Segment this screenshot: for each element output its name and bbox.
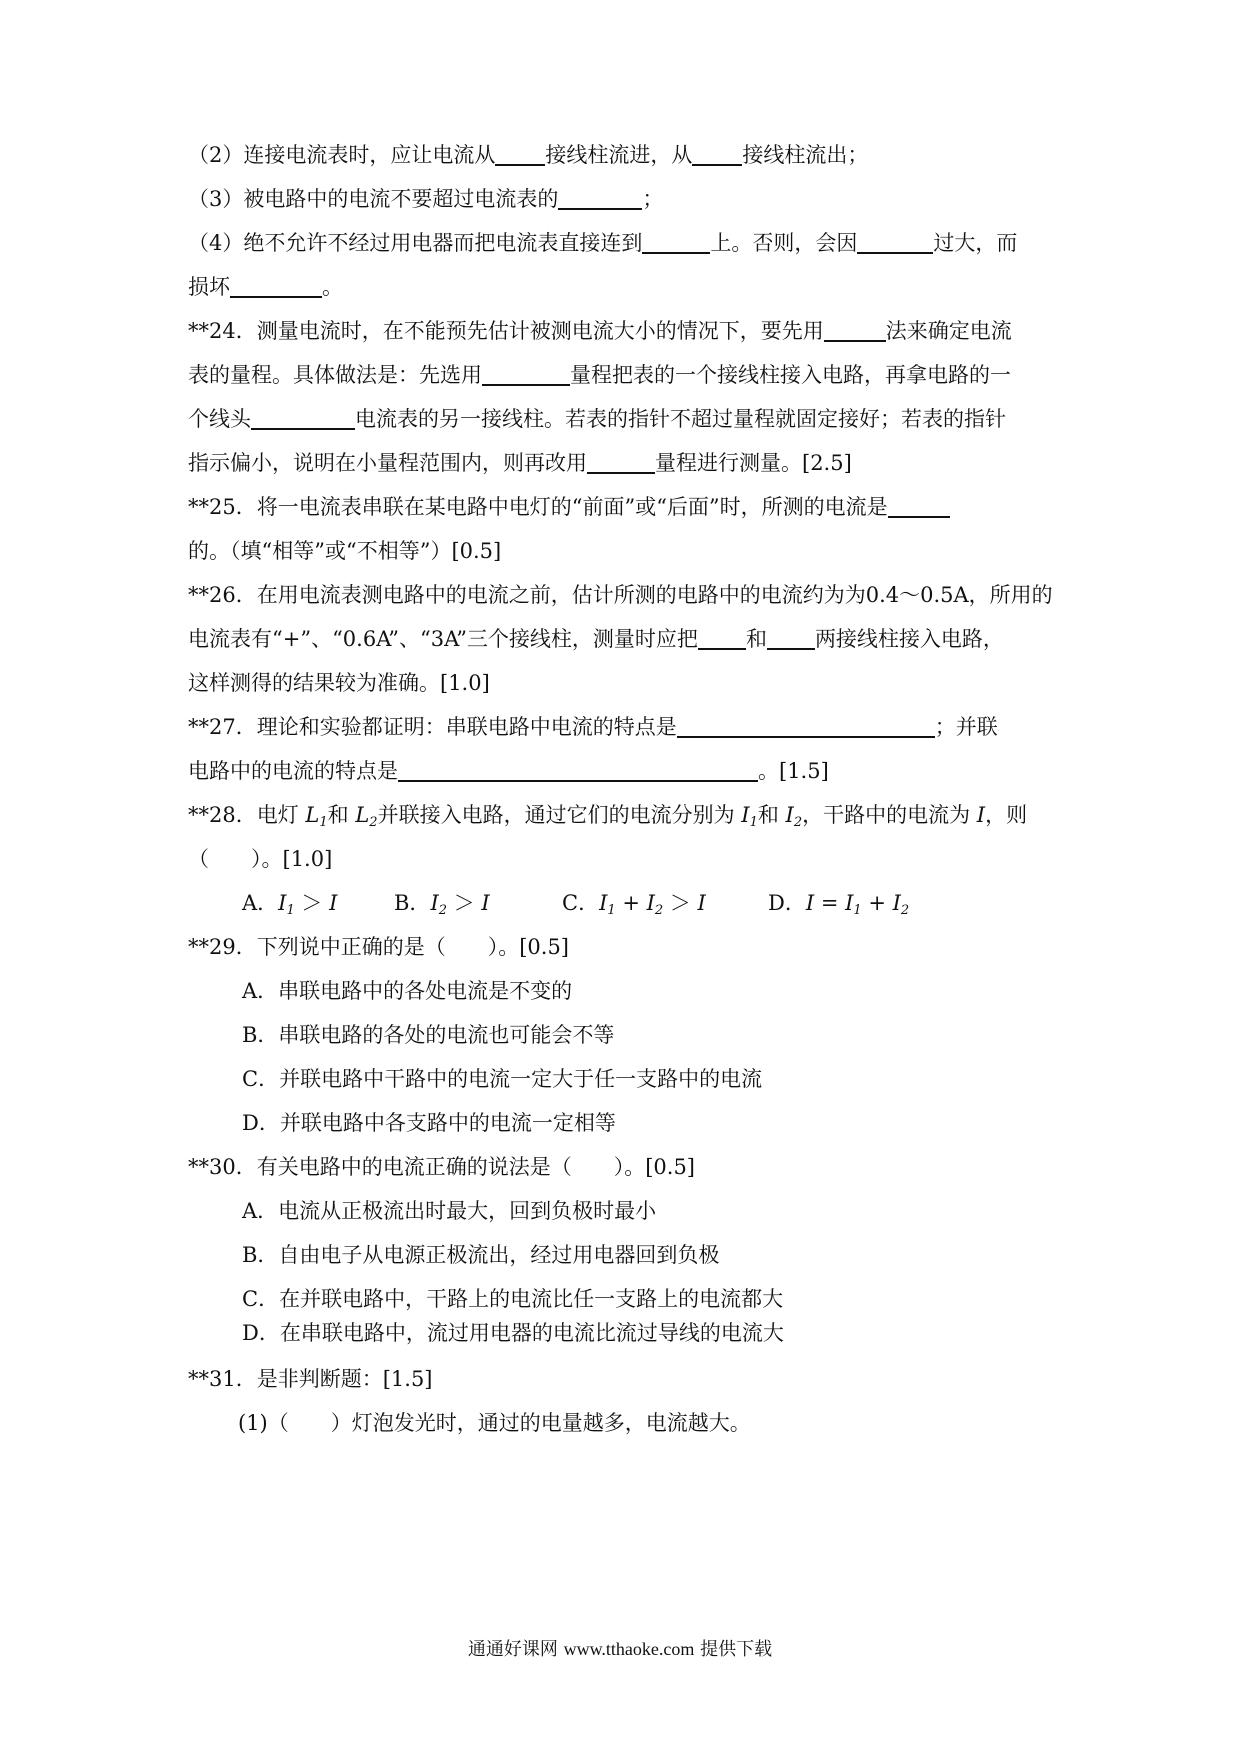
text: 和 xyxy=(327,803,349,827)
text: **31．是非判断题：[1.5] xyxy=(188,1367,433,1391)
text: 两接线柱接入电路， xyxy=(814,627,1004,651)
text: 。[1.5] xyxy=(758,759,829,783)
answer-blank[interactable] xyxy=(230,274,322,298)
text: （3）被电路中的电流不要超过电流表的 xyxy=(188,187,559,211)
text: **24．测量电流时，在不能预先估计被测电流大小的情况下，要先用 xyxy=(188,319,824,343)
q28-line-2 xyxy=(188,844,1058,874)
text: 个线头 xyxy=(188,407,251,431)
text: （4）绝不允许不经过用电器而把电流表直接连到 xyxy=(188,231,643,255)
q26-line-2 xyxy=(188,624,1058,654)
option-c[interactable]: C．$I_1 + I_2 > I$ xyxy=(562,891,706,918)
q25-line-2 xyxy=(188,536,1058,566)
q29-option-d[interactable]: D．并联电路中各支路中的电流一定相等 xyxy=(242,1111,616,1135)
answer-blank[interactable] xyxy=(692,142,742,166)
text: 。 xyxy=(322,275,343,299)
q30-option-a[interactable]: A．电流从正极流出时最大，回到负极时最小 xyxy=(242,1199,657,1223)
text: 电流表的另一接线柱。若表的指针不超过量程就固定接好；若表的指针 xyxy=(355,407,1006,431)
text: 和 xyxy=(745,627,767,651)
text: **30．有关电路中的电流正确的说法是（ ）。[0.5] xyxy=(188,1155,696,1179)
text: **29．下列说中正确的是（ ）。[0.5] xyxy=(188,935,570,959)
answer-blank[interactable] xyxy=(587,450,655,474)
q24-line-1 xyxy=(188,316,1058,346)
text: (1)（ ）灯泡发光时，通过的电量越多，电流越大。 xyxy=(238,1411,751,1435)
q29-option-c[interactable]: C．并联电路中干路中的电流一定大于任一支路中的电流 xyxy=(242,1067,763,1091)
text: 并联接入电路，通过它们的电流分别为 xyxy=(377,803,735,827)
text: ，干路中的电流为 xyxy=(802,803,971,827)
text: 接线柱流进，从 xyxy=(545,143,693,167)
text: ； xyxy=(642,187,664,211)
q30-option-b[interactable]: B．自由电子从电源正极流出，经过用电器回到负极 xyxy=(242,1243,720,1267)
q30-option-d[interactable]: D．在串联电路中，流过用电器的电流比流过导线的电流大 xyxy=(242,1321,784,1345)
option-a[interactable]: A．$I_1 > I$ xyxy=(242,891,338,918)
q26-line-3 xyxy=(188,668,1058,698)
text: 表的量程。具体做法是：先选用 xyxy=(188,363,482,387)
q23-item-4-cont xyxy=(188,272,1058,302)
text: **27．理论和实验都证明：串联电路中电流的特点是 xyxy=(188,715,677,739)
text: （ ）。[1.0] xyxy=(188,847,333,871)
q23-item-3 xyxy=(188,184,1058,214)
q25-line-1 xyxy=(188,492,1058,522)
q27-line-2 xyxy=(188,756,1058,786)
text: **26．在用电流表测电路中的电流之前，估计所测的电路中的电流约为为0.4～0.5A，所用的 xyxy=(188,583,1053,607)
q27-line-1 xyxy=(188,712,1058,742)
q29-option-a[interactable]: A．串联电路中的各处电流是不变的 xyxy=(242,979,573,1003)
text: （2）连接电流表时，应让电流从 xyxy=(188,143,496,167)
footer-download-text: 提供下载 xyxy=(700,1639,773,1660)
text: 量程进行测量。[2.5] xyxy=(655,451,852,475)
text: 电流表有“+”、“0.6A”、“3A”三个接线柱，测量时应把 xyxy=(188,627,698,651)
q26-line-1 xyxy=(188,580,1058,610)
var-L1: $L_1$ xyxy=(305,803,328,830)
page-footer xyxy=(0,1636,1240,1663)
q28-line-1 xyxy=(188,800,1058,838)
q23-item-2 xyxy=(188,140,1058,170)
text: 过大，而 xyxy=(933,231,1018,255)
text: **28．电灯 xyxy=(188,803,299,827)
text: 上。否则，会因 xyxy=(710,231,858,255)
text: 这样测得的结果较为准确。[1.0] xyxy=(188,671,490,695)
q29-stem xyxy=(188,932,1058,962)
text: ；并联 xyxy=(934,715,998,739)
q24-line-4 xyxy=(188,448,1058,478)
text: ，则 xyxy=(985,803,1028,827)
answer-blank[interactable] xyxy=(642,230,710,254)
text: **25．将一电流表串联在某电路中电灯的“前面”或“后面”时，所测的电流是 xyxy=(188,495,888,519)
answer-blank[interactable] xyxy=(482,362,570,386)
var-I: I xyxy=(976,803,986,827)
q28-options xyxy=(242,888,1112,926)
answer-blank[interactable] xyxy=(767,626,815,650)
answer-blank[interactable] xyxy=(677,714,935,738)
answer-blank[interactable] xyxy=(558,186,642,210)
q31-item-1 xyxy=(238,1408,1108,1438)
text: 电路中的电流的特点是 xyxy=(188,759,398,783)
var-L2: $L_2$ xyxy=(355,803,378,830)
text: 的。（填“相等”或“不相等”）[0.5] xyxy=(188,539,502,563)
q30-stem xyxy=(188,1152,1058,1182)
text: 损坏 xyxy=(188,275,230,299)
var-I1: $I_1$ xyxy=(741,803,758,830)
text: 接线柱流出； xyxy=(742,143,869,167)
q30-option-c[interactable]: C．在并联电路中，干路上的电流比任一支路上的电流都大 xyxy=(242,1287,784,1311)
option-d[interactable]: D．$I = I_1 + I_2$ xyxy=(768,891,910,918)
answer-blank[interactable] xyxy=(857,230,933,254)
text: 法来确定电流 xyxy=(885,319,1012,343)
answer-blank[interactable] xyxy=(495,142,545,166)
footer-url[interactable]: www.tthaoke.com xyxy=(563,1639,695,1659)
q31-stem xyxy=(188,1364,1058,1394)
var-I2: $I_2$ xyxy=(785,803,803,830)
answer-blank[interactable] xyxy=(888,494,950,518)
answer-blank[interactable] xyxy=(698,626,746,650)
text: 指示偏小，说明在小量程范围内，则再改用 xyxy=(188,451,587,475)
q29-option-b[interactable]: B．串联电路的各处的电流也可能会不等 xyxy=(242,1023,615,1047)
answer-blank[interactable] xyxy=(251,406,355,430)
footer-site-name: 通通好课网 xyxy=(467,1639,558,1660)
q24-line-3 xyxy=(188,404,1058,434)
option-b[interactable]: B．$I_2 > I$ xyxy=(394,891,490,918)
answer-blank[interactable] xyxy=(824,318,886,342)
text: 量程把表的一个接线柱接入电路，再拿电路的一 xyxy=(570,363,1011,387)
text: 和 xyxy=(757,803,779,827)
q23-item-4 xyxy=(188,228,1058,258)
q24-line-2 xyxy=(188,360,1058,390)
answer-blank[interactable] xyxy=(398,758,758,782)
